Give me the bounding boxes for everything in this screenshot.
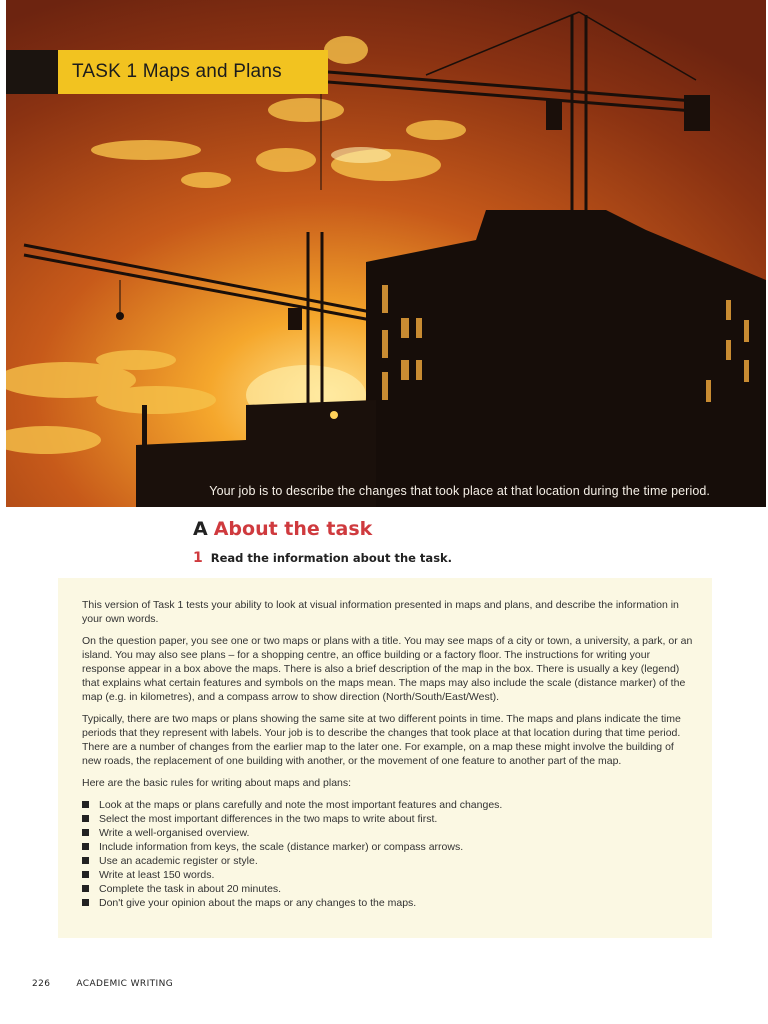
bullet-icon bbox=[82, 871, 89, 878]
info-paragraph: This version of Task 1 tests your ability to look at visual information presented in maps and plans, and describe the information in your own words. bbox=[82, 599, 679, 625]
step-instruction bbox=[193, 550, 452, 566]
bullet-icon bbox=[82, 899, 89, 906]
hero-caption: Your job is to describe the changes that took place at that location during the time period. bbox=[209, 484, 710, 498]
rule-text: Include information from keys, the scale (distance marker) or compass arrows. bbox=[99, 841, 464, 853]
bullet-icon bbox=[82, 801, 89, 808]
info-paragraph: Typically, there are two maps or plans showing the same site at two different points in time. The maps and plans indicate the time periods that they represent with labels. Your job is to describe the changes that took place at that location during that time period. There are a number of changes from the earlier map to the later one. For example, on a map these might involve the building of new roads, the replacement of one building with another, or the movement of one feature to another part of the map. bbox=[82, 713, 681, 767]
list-item bbox=[82, 868, 694, 882]
page-number: 226 bbox=[32, 979, 51, 989]
rule-text: Look at the maps or plans carefully and note the most important features and changes. bbox=[99, 799, 503, 811]
bullet-icon bbox=[82, 815, 89, 822]
rule-text: Write at least 150 words. bbox=[99, 869, 215, 881]
list-item bbox=[82, 798, 694, 812]
task-title: TASK 1 Maps and Plans bbox=[72, 61, 282, 82]
step-number: 1 bbox=[193, 550, 203, 566]
list-item bbox=[82, 896, 694, 910]
list-item bbox=[82, 840, 694, 854]
info-paragraph: On the question paper, you see one or two maps or plans with a title. You may see maps of a city or town, a university, a park, or an island. You may also see plans – for a shopping centre, an office building or a factory floor. The instructions for writing your response appear in a box above the maps. There is also a brief description of the map in the box. There is usually a key (legend) that explains what certain features and symbols on the maps mean. The maps may also include the scale (distance marker) of the map (e.g. in kilometres), and a compass arrow to show direction (North/South/East/West). bbox=[82, 635, 693, 703]
list-item bbox=[82, 854, 694, 868]
bullet-icon bbox=[82, 843, 89, 850]
hero-photo bbox=[6, 0, 766, 507]
bullet-icon bbox=[82, 829, 89, 836]
bullet-icon bbox=[82, 885, 89, 892]
rule-text: Select the most important differences in the two maps to write about first. bbox=[99, 813, 438, 825]
list-item bbox=[82, 826, 694, 840]
list-item bbox=[82, 812, 694, 826]
rule-text: Don't give your opinion about the maps or any changes to the maps. bbox=[99, 897, 417, 909]
section-title: About the task bbox=[213, 518, 373, 540]
page-footer bbox=[32, 979, 173, 989]
list-item bbox=[82, 882, 694, 896]
task-title-box bbox=[58, 50, 328, 94]
rules-list bbox=[82, 798, 694, 910]
step-text: Read the information about the task. bbox=[210, 551, 453, 565]
footer-section-name: ACADEMIC WRITING bbox=[76, 979, 174, 989]
bullet-icon bbox=[82, 857, 89, 864]
title-bar-dark-tab bbox=[6, 50, 58, 94]
rule-text: Write a well-organised overview. bbox=[99, 827, 250, 839]
rule-text: Complete the task in about 20 minutes. bbox=[99, 883, 282, 895]
rule-text: Use an academic register or style. bbox=[99, 855, 258, 867]
info-box bbox=[82, 598, 694, 910]
info-paragraph: Here are the basic rules for writing about maps and plans: bbox=[82, 777, 352, 789]
section-heading bbox=[193, 518, 372, 540]
section-letter: A bbox=[193, 518, 208, 540]
